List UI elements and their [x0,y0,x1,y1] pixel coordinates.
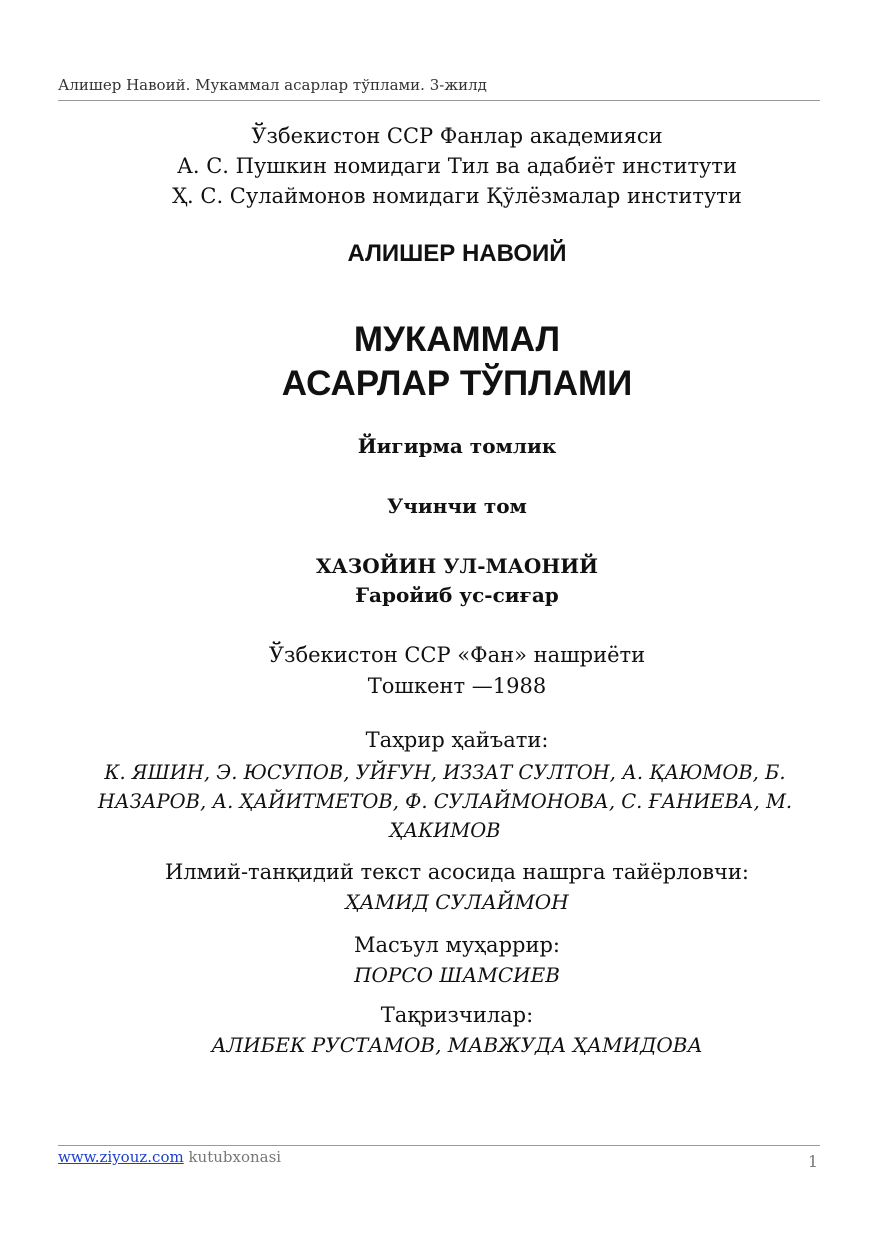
work-title: ХАЗОЙИН УЛ-МАОНИЙ [315,554,599,578]
book-title-line-1: МУКАММАЛ [353,320,561,359]
running-header [58,74,820,101]
editor-block [60,930,854,990]
book-title-line-2: АСАРЛАР ТЎПЛАМИ [281,364,633,403]
series-label: Йигирма томлик [357,434,557,458]
reviewers-block [60,1000,854,1060]
editorial-board-line-2: НАЗАРОВ, А. ҲАЙИТМЕТОВ, Ф. СУЛАЙМОНОВА, С. ҒАНИЕВА, М. [97,790,793,813]
academy-block [60,121,854,211]
editorial-board-label: Таҳрир ҳайъати: [365,728,549,752]
reviewers-label: Тақризчилар: [380,1003,534,1027]
page-number: 1 [807,1152,818,1171]
running-header-title: Алишер Навоий. Мукаммал асарлар тўплами. 3-жилд [58,76,487,94]
page-footer [58,1145,820,1176]
author-name: АЛИШЕР НАВОИЙ [347,240,567,267]
ziyouz-link[interactable]: www.ziyouz.com [58,1148,184,1166]
preparer-block [60,857,854,917]
publisher-city-year: Тошкент —1988 [367,674,547,698]
academy-line-3: Ҳ. С. Сулаймонов номидаги Қўлёзмалар институти [172,184,742,208]
footer-suffix: kutubxonasi [183,1148,282,1166]
work-title-block [60,552,854,610]
work-subtitle: Ғаройиб ус-сиғар [355,583,559,607]
publisher-block [60,640,854,702]
reviewers-names: АЛИБЕК РУСТАМОВ, МАВЖУДА ҲАМИДОВА [211,1033,703,1057]
academy-line-2: А. С. Пушкин номидаги Тил ва адабиёт институти [176,154,738,178]
academy-line-1: Ўзбекистон ССР Фанлар академияси [251,124,663,148]
publisher-name: Ўзбекистон ССР «Фан» нашриёти [268,643,646,667]
book-title [60,318,854,406]
editorial-board-names [95,758,795,845]
volume-label: Учинчи том [387,494,527,518]
footer-credit [58,1148,281,1166]
editor-label: Масъул муҳаррир: [354,933,560,957]
preparer-name: ҲАМИД СУЛАЙМОН [345,890,569,914]
editorial-board-line-1: К. ЯШИН, Э. ЮСУПОВ, УЙҒУН, ИЗЗАТ СУЛТОН, А. ҚАЮМОВ, Б. [104,761,786,784]
preparer-label: Илмий-танқидий текст асосида нашрга тайёрловчи: [164,860,749,884]
editorial-board-line-3: ҲАКИМОВ [389,819,501,842]
editor-name: ПОРСО ШАМСИЕВ [354,963,560,987]
